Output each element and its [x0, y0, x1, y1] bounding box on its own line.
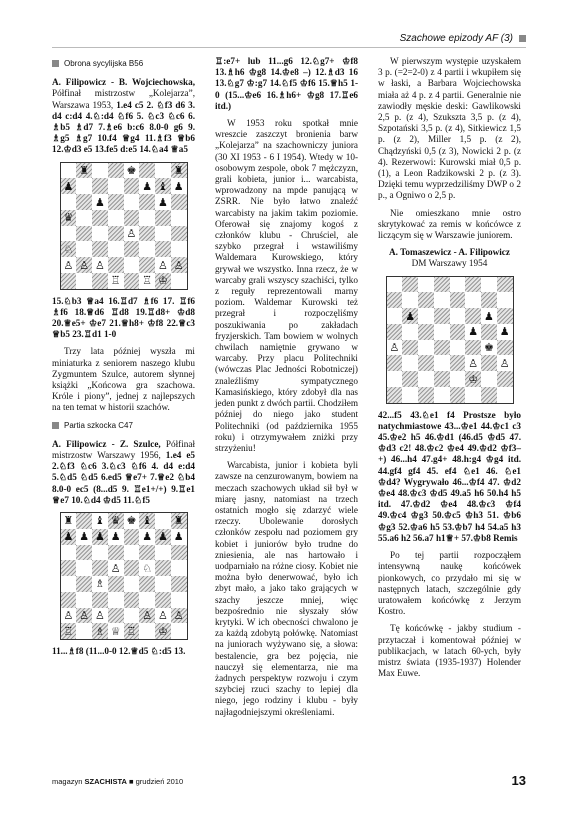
board-square: ♟ — [61, 178, 77, 194]
board-square: ♟ — [92, 529, 108, 545]
board-square: ♟ — [483, 309, 494, 323]
board-square — [481, 292, 497, 308]
board-square: ♟ — [157, 195, 168, 209]
board-square: ♖ — [110, 274, 121, 288]
board-square — [481, 355, 497, 371]
board-square — [450, 355, 466, 371]
board-square: ♟ — [155, 529, 171, 545]
board-square — [108, 241, 124, 257]
board-square: ♙ — [76, 608, 92, 624]
board-square — [434, 371, 450, 387]
game-2-event: Półfinał mistrzostw Warszawy 1956, — [52, 438, 195, 461]
game-2-players: A. Filipowicz - Z. Szulce, — [52, 438, 161, 449]
board-square — [481, 277, 497, 293]
board-square — [171, 576, 187, 592]
board-square — [92, 163, 108, 179]
board-square — [387, 308, 403, 324]
footer-brand: SZACHISTA — [84, 777, 127, 786]
board-square: ♙ — [171, 608, 187, 624]
game-2-after-moves: 11...♗f8 (11...0-0 12.♕d5 ♘:d5 13. — [52, 646, 186, 657]
board-square — [450, 371, 466, 387]
board-square — [402, 387, 418, 403]
board-square — [387, 355, 403, 371]
board-square: ♟ — [402, 308, 418, 324]
board-square — [124, 210, 140, 226]
board-square — [61, 576, 77, 592]
board-square — [61, 545, 77, 561]
board-square — [92, 226, 108, 242]
board-square — [108, 226, 124, 242]
board-square — [61, 273, 77, 289]
board-square — [108, 592, 124, 608]
board-square: ♘ — [142, 561, 153, 575]
game-1-moves: 1.e4 c5 2. ♘f3 d6 3. d4 c:d4 4.♘:d4 ♘f6 5. ♘c3 ♘c6 6. ♗b5 ♗d7 7.♗e6 b:c6 8.0-0 g6 9. ♗g5 ♗g7 10.f4 ♕g4 11.♗f3 ♕b6 12.♔d3 e5 13.fe5 d:e5 14.♘a4 ♕a5 — [52, 99, 195, 155]
board-square — [497, 277, 513, 293]
board-square — [434, 277, 450, 293]
board-square — [418, 355, 434, 371]
header-square-icon — [519, 35, 526, 42]
board-square — [434, 340, 450, 356]
board-square — [124, 529, 140, 545]
game-3-players: A. Tomaszewicz - A. Filipowicz — [389, 247, 510, 258]
board-square: ♜ — [171, 513, 187, 529]
board-square: ♕ — [110, 624, 121, 638]
board-square: ♙ — [171, 257, 187, 273]
board-square — [465, 387, 481, 403]
paragraph-col2-1: W 1953 roku spotkał mnie wreszcie zaszczyt bronienia barw „Kolejarza” na szachowniczy juniora (30 XI 1953 - 6 I 1954). Wtedy w 10-osobowym zespole, obok 7 mężczyzn, grali kobieta, junior i... warcabista, wprowadzony na mpde panującą w ZSRR. Nie było łatwo znaleźć warcabisty na jakim takim poziomie. Oferował się znajomy kogoś z członków klubu - Chruściel, ale szybko przegrał i wstawiliśmy Waldemara Kurowskiego, który grywał we wszystko. Inna rzecz, że w warcaby grali wszyscy szachiści, tylko z reguły reprezentowali marny poziom. Waldemar Kurowski też przegrał i rozpoczęliśmy poszukiwania po zakładach fryzjerskich. Tam bowiem w wolnych chwilach namiętnie grywano w warcaby. Przy placu Politechniki (wówczas Plac Jedności Robotniczej) znaleźliśmy sympatycznego Kamasińskiego, który zdobył dla nas jeden punkt z dwóch partii. Chodziłem później do niego jako student Politechniki (od października 1955 roku) i otrzymywałem zniżki przy strzyżeniu! — [215, 118, 358, 453]
board-square — [481, 371, 497, 387]
board-square — [497, 308, 513, 324]
game-3-after-moves: 42...f5 43.♘e1 f4 Prostsze było natychmiastowe 43...♔e1 44.♔c1 c3 45.♔e2 h5 46.♔d1 (46.d5 ♔d5 47. ♔d3 c2! 48.♔c2 ♔e4 49.♔d2 ♔f3–+) 46...h4 47.g4+ 48.h:g4 ♔g4 itd. 44.gf4 gf4 45. ef4 ♘e1 46. ♘e1 ♔d4? Wygrywało 46...♔f4 47. ♔d2 ♔e4 48.♔c3 ♔d5 49.a5 h6 50.h4 h5 itd. 47.♔d2 ♔e4 48.♔c3 ♔f4 49.♔c4 ♔g3 50.♔c5 ♔h3 51. ♔b6 ♔g3 52.♔a6 h5 53.♔b7 h4 54.a5 h3 55.a6 h2 56.a7 h1♕+ 57.♔b8 Remis — [378, 409, 521, 543]
board-square: ♗ — [92, 623, 108, 639]
paragraph-col2-2: Warcabista, junior i kobieta byli zawsze na cenzurowanym, bowiem na meczach szachowych układ sił był w miarę jasny, natomiast na trzech ostatnich mogło się zdarzyć wiele rzeczy. Ubolewanie dorosłych członków zespołu nad poziomem gry kobiet i juniorów było trudne do zniesienia, ale nas hartowało i uodparniało na różne ciosy. Kobiet nie można było denerwować, było ich zbyt mało, a jako tako grających w szachy jeszcze mniej, więc bezpośrednio nie słyszały słów krytyki. W ich obecności chwalono je za każdą zdobytą połówkę. Natomiast na juniorach wyżywano się, a słowa: bestalencie, gra bez pojęcia, nie nauczył się elementarza, nie ma żadnych perspektyw rozwoju i czym szybciej rzuci szachy to lepiej dla niego, jego rodziny i klubu - były najłagodniejszymi określeniami. — [215, 460, 358, 717]
board-square: ♔ — [155, 623, 171, 639]
board-square — [108, 163, 124, 179]
game-1-players: A. Filipowicz - B. Wojciechowska, — [52, 77, 195, 88]
board-square — [76, 210, 92, 226]
chess-diagram-3 — [386, 276, 514, 404]
board-square — [76, 513, 92, 529]
board-square — [450, 277, 466, 293]
board-square — [171, 560, 187, 576]
board-square — [387, 387, 403, 403]
board-square — [418, 340, 434, 356]
paragraph-col1: Trzy lata później wyszła mi miniaturka z seniorem naszego klubu Zygmuntem Szulce, autorem słynnej książki „Końcowa gra szachowa. Króle i piony”, jednej z najlepszych na ten temat w historii szachów. — [52, 346, 195, 413]
board-square: ♙ — [468, 356, 479, 370]
board-square — [171, 623, 187, 639]
column-2 — [215, 56, 358, 724]
opening-label-1 — [52, 58, 195, 69]
board-square: ♝ — [155, 178, 171, 194]
board-square — [481, 324, 497, 340]
board-square — [155, 592, 171, 608]
board-square — [76, 194, 92, 210]
opening-square-icon — [52, 422, 59, 429]
board-square — [76, 545, 92, 561]
board-square — [387, 371, 403, 387]
board-square: ♟ — [110, 530, 121, 544]
board-square — [171, 241, 187, 257]
board-square: ♙ — [157, 608, 168, 622]
chess-diagram-1 — [60, 162, 188, 290]
board-square — [402, 324, 418, 340]
board-square — [155, 241, 171, 257]
running-header — [400, 33, 526, 44]
board-square: ♟ — [173, 179, 184, 193]
board-square: ♙ — [76, 257, 92, 273]
board-square — [171, 273, 187, 289]
board-square: ♟ — [499, 325, 510, 339]
board-square — [61, 194, 77, 210]
board-square — [108, 178, 124, 194]
paragraph-col3-4: Tę końcówkę - jakby studium - przytaczał i komentował później w publikacjach, w latach 60-ych, były mistrz świata (1935-1937) Holender Max Euwe. — [378, 623, 521, 679]
board-square: ♚ — [483, 341, 494, 355]
board-square — [402, 340, 418, 356]
board-square — [481, 387, 497, 403]
board-square — [450, 387, 466, 403]
board-square — [155, 513, 171, 529]
board-square: ♙ — [389, 341, 400, 355]
board-square: ♗ — [94, 577, 105, 591]
board-square: ♙ — [499, 356, 510, 370]
board-square — [418, 277, 434, 293]
column-3 — [378, 56, 521, 685]
board-square — [387, 277, 403, 293]
board-square: ♟ — [61, 529, 77, 545]
board-square: ♙ — [63, 608, 74, 622]
board-square: ♙ — [157, 258, 168, 272]
board-square — [155, 576, 171, 592]
paragraph-col3-2: Nie omieszkano mnie ostro skrytykować za remis w końcówce z liczącym się w Warszawie juniorem. — [378, 207, 521, 241]
board-square: ♜ — [63, 514, 74, 528]
board-square: ♙ — [126, 227, 137, 240]
board-square — [139, 194, 155, 210]
board-square — [124, 560, 140, 576]
header-title: Szachowe epizody AF (3) — [399, 33, 513, 44]
board-square — [434, 308, 450, 324]
board-square — [108, 545, 124, 561]
board-square — [155, 163, 171, 179]
board-square: ♙ — [110, 561, 121, 575]
game-2-moves: 1.e4 e5 2.♘f3 ♘c6 3.♘c3 ♘f6 4. d4 e:d4 5.♘d5 ♘d5 6.ed5 ♕e7+ 7.♕e2 ♘b4 8.0-0 ec5 (8...d5 9. ♖e1+/+) 9.♖e1 ♕e7 10.♘d4 ♔d5 11.♘f5 — [52, 450, 196, 505]
paragraph-col3-3: Po tej partii rozpocząłem intensywną naukę końcówek pionkowych, co przydało mi się w następnych latach, szczególnie gdy uratowałem końcówkę z Jerzym Kostro. — [378, 550, 521, 617]
board-square — [76, 592, 92, 608]
board-square — [497, 371, 513, 387]
board-square — [387, 292, 403, 308]
game-2-continuation: ♖:e7+ lub 11...g6 12.♘g7+ ♔f8 13.♗h6 ♔g8 14.♔e8 –) 12.♗d3 16 13.♘g7 ♔:g7 14.♘f5 ♔f6 15.♕h5 1-0 (15...♔e6 16.♗h6+ ♔g8 17.♖e6 itd.) — [215, 56, 358, 111]
board-square: ♟ — [79, 530, 90, 544]
board-square — [92, 178, 108, 194]
board-square: ♛ — [108, 513, 124, 529]
board-square — [92, 273, 108, 289]
board-square — [465, 308, 481, 324]
board-square: ♜ — [171, 163, 187, 179]
board-square — [171, 545, 187, 561]
board-square: ♖ — [61, 623, 77, 639]
board-square: ♚ — [126, 514, 137, 528]
board-square — [76, 178, 92, 194]
board-square — [465, 277, 481, 293]
board-square: ♜ — [76, 163, 92, 179]
footer-issue: ■ grudzień 2010 — [129, 777, 184, 786]
board-square — [108, 576, 124, 592]
board-square — [139, 545, 155, 561]
board-square — [139, 623, 155, 639]
board-square: ♟ — [142, 179, 153, 193]
board-square — [108, 608, 124, 624]
board-square — [124, 241, 140, 257]
board-square — [124, 576, 140, 592]
board-square — [497, 387, 513, 403]
board-square — [124, 194, 140, 210]
board-square — [402, 277, 418, 293]
board-square — [92, 210, 108, 226]
board-square — [171, 194, 187, 210]
opening-2-text: Partia szkocka C47 — [64, 420, 133, 430]
game-1-after-moves: 15.♘b3 ♕a4 16.♖d7 ♗f6 17. ♖f6 ♗f6 18.♕d6 ♖d8 19.♖d8+ ♔d8 20.♕e5+ ♔e7 21.♕h8+ ♔f8 22.♕c3 ♕b5 23.♖d1 1-0 — [52, 295, 195, 340]
board-square — [76, 560, 92, 576]
board-square — [171, 210, 187, 226]
column-1 — [52, 56, 195, 663]
board-square — [124, 273, 140, 289]
board-square — [76, 273, 92, 289]
board-square — [465, 292, 481, 308]
board-square — [434, 324, 450, 340]
board-square — [450, 292, 466, 308]
paragraph-col3-1: W pierwszym występie uzyskałem 3 p. (=2=2-0) z 4 partii i wkupiłem się w łaski, a Barbara Wojciechowska miała aż 4 p. z 4 partii. Generalnie nie zawiodły męskie deski: Gawlikowski 2,5 p. (z 4), Szukszta 3,5 p. (z 4), Szpotański 3,5 p. (z 4), Sitkiewicz 1,5 p. (z 2), Miller 1,5 p. (z 2), Chądzyński 0,5 (z 3), Nowicki 2 p. (z 4). Rezerwowi: Kurowski miał 0,5 p. (1), a Leon Radzikowski 2 p. (z 3). Dzięki temu wyprzedziliśmy DWP o 2 p., a Ogniwo o 2,5 p. — [378, 56, 521, 201]
board-square: ♖ — [124, 623, 140, 639]
board-square — [76, 623, 92, 639]
board-square — [124, 592, 140, 608]
board-square: ♘ — [61, 241, 77, 257]
board-square — [155, 560, 171, 576]
board-square — [450, 308, 466, 324]
board-square — [108, 210, 124, 226]
board-square — [139, 257, 155, 273]
board-square: ♟ — [142, 530, 153, 544]
board-square — [124, 178, 140, 194]
board-square — [76, 226, 92, 242]
board-square — [61, 592, 77, 608]
board-square — [61, 226, 77, 242]
board-square — [402, 355, 418, 371]
board-square — [92, 592, 108, 608]
board-square — [124, 257, 140, 273]
page-number: 13 — [511, 773, 526, 788]
board-square: ♟ — [94, 195, 105, 209]
chess-diagram-2 — [60, 512, 188, 640]
header-rule — [52, 47, 526, 48]
board-square: ♝ — [139, 513, 155, 529]
board-square — [139, 226, 155, 242]
board-square — [402, 292, 418, 308]
board-square: ♟ — [468, 325, 479, 339]
opening-label-2 — [52, 420, 195, 431]
board-square — [171, 226, 187, 242]
board-square — [155, 226, 171, 242]
board-square — [402, 371, 418, 387]
board-square — [434, 355, 450, 371]
board-square — [61, 163, 77, 179]
board-square — [92, 560, 108, 576]
opening-square-icon — [52, 60, 59, 67]
board-square: ♙ — [94, 258, 105, 272]
game-3-event: DM Warszawy 1954 — [411, 258, 488, 269]
board-square — [155, 545, 171, 561]
board-square — [434, 387, 450, 403]
board-square: ♙ — [94, 608, 105, 622]
board-square — [108, 194, 124, 210]
board-square: ♔ — [465, 371, 481, 387]
board-square — [139, 241, 155, 257]
board-square: ♙ — [139, 608, 155, 624]
board-square: ♔ — [155, 273, 171, 289]
board-square — [92, 545, 108, 561]
board-square — [61, 560, 77, 576]
board-square — [497, 292, 513, 308]
board-square: ♝ — [94, 514, 105, 528]
board-square — [450, 324, 466, 340]
board-square — [124, 608, 140, 624]
board-square: ♙ — [63, 258, 74, 272]
board-square — [171, 592, 187, 608]
footer-mag: magazyn — [52, 777, 83, 786]
board-square: ♚ — [126, 164, 137, 177]
board-square — [387, 324, 403, 340]
opening-1-text: Obrona sycylijska B56 — [64, 59, 144, 68]
board-square — [418, 371, 434, 387]
board-square — [497, 340, 513, 356]
board-square — [465, 340, 481, 356]
game-1-event: Półfinał mistrzostw „Kolejarza”, Warszawa 1953, — [52, 88, 195, 110]
board-square — [124, 545, 140, 561]
board-square — [76, 576, 92, 592]
board-square — [139, 576, 155, 592]
board-square: ♖ — [142, 274, 153, 288]
board-square — [155, 210, 171, 226]
board-square: ♛ — [61, 210, 77, 226]
board-square — [139, 210, 155, 226]
board-square — [418, 387, 434, 403]
board-square — [139, 163, 155, 179]
board-square — [450, 340, 466, 356]
page-footer — [52, 773, 526, 788]
board-square — [418, 324, 434, 340]
board-square — [76, 241, 92, 257]
board-square — [92, 241, 108, 257]
board-square — [139, 592, 155, 608]
board-square — [418, 292, 434, 308]
board-square: ♟ — [173, 530, 184, 544]
board-square — [108, 257, 124, 273]
board-square — [418, 308, 434, 324]
board-square — [434, 292, 450, 308]
